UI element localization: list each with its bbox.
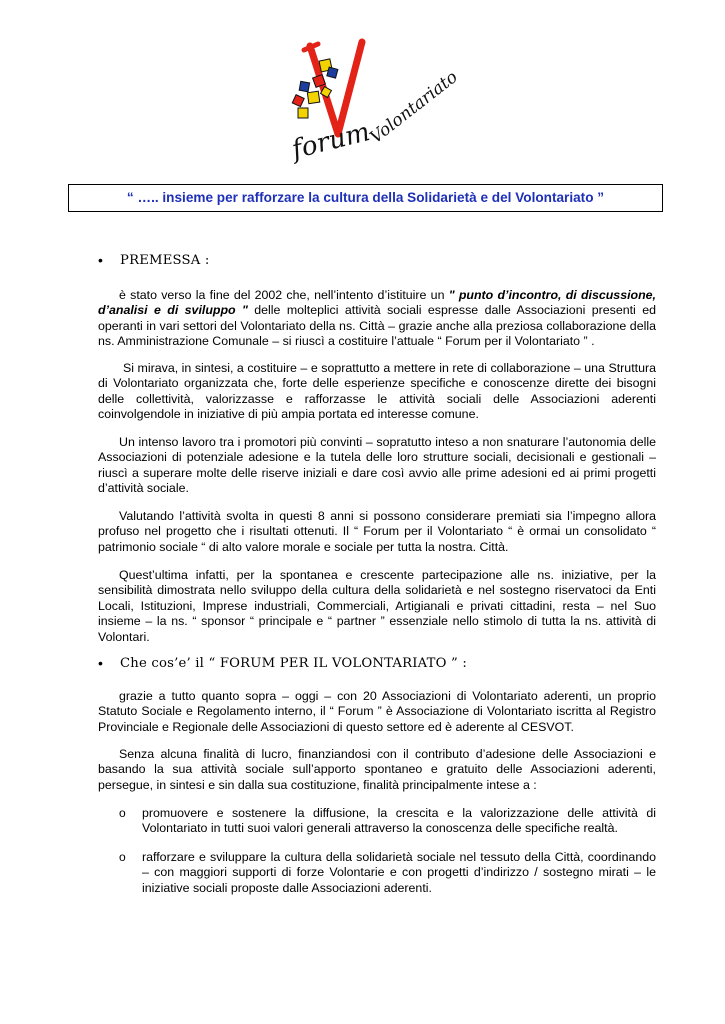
forum-volontariato-logo <box>280 38 462 166</box>
emphasis-text: " punto d’incontro, di discussione, d’analisi e di sviluppo " <box>98 288 656 318</box>
list-item-text: promuovere e sostenere la diffusione, la crescita e la valorizzazione delle attività di Volontariato in tutti suoi valori generali attraverso la conoscenza delle specifiche realtà. <box>142 806 656 836</box>
paragraph-6 <box>98 689 656 735</box>
paragraph-text: Senza alcuna finalità di lucro, finanziandosi con il contributo d’adesione delle Associazioni e basando la sua attività sociale sull’apporto spontaneo e gratuito delle Associazioni aderenti, persegue, in sintesi e sin dalla sua costituzione, finalità principalmente intese a : <box>98 747 656 792</box>
paragraph-4 <box>98 509 656 555</box>
paragraph-3 <box>98 435 656 497</box>
circle-bullet-icon: o <box>119 806 126 820</box>
paragraph-7 <box>98 747 656 793</box>
paragraph-text: Si mirava, in sintesi, a costituire – e soprattutto a mettere in rete di collaborazione – una Struttura di Volontariato organizzata che, forte delle esperienze specifiche e conoscenze dirette dei bisogni delle collettività, valorizzasse e rafforzasse le attività sociali delle Associazioni aderenti coinvolgendole in iniziative di più ampia portata ed interesse comune. <box>98 361 656 422</box>
paragraph-text: Un intenso lavoro tra i promotori più convinti – sopratutto inteso a non snaturare l’autonomia delle Associazioni di potenziale adesione e la tutela delle loro strutture sociali, decisionali e gestionali – riuscì a superare molte delle riserve iniziali e dare così avvio alle prime adesioni ed ai primi progetti d’attività sociale. <box>98 435 656 496</box>
bullet-dot: • <box>98 252 104 268</box>
paragraph-2 <box>98 361 656 423</box>
svg-text:Volontariato: Volontariato <box>366 67 462 148</box>
circle-bullet-icon: o <box>119 850 126 864</box>
paragraph-text: Quest’ultima infatti, per la spontanea e crescente partecipazione alle ns. iniziative, per la sensibilità dimostrata nello sviluppo della cultura della solidarietà e nel sostegno riservatoci da Enti Locali, Istituzioni, Imprese industriali, Commerciali, Artigianali e privati cittadini, resta – nel Suo insieme – la ns. “ sponsor “ principale e “ partner ” essenziale nello stimolo di tutta la ns. attività di Volontari. <box>98 568 656 644</box>
list-item <box>98 850 656 896</box>
paragraph-text: Valutando l’attività svolta in questi 8 anni si possono considerare premiati sia l’impegno allora profuso nel progetto che i risultati ottenuti. Il “ Forum per il Volontariato “ è ormai un consolidato “ patrimonio sociale “ di alto valore morale e sociale per tutta la nostra. Città. <box>98 509 656 554</box>
list-item-text: rafforzare e sviluppare la cultura della solidarietà sociale nel tessuto della Città, coordinando – con maggiori supporti di forze Volontarie e con progetti d’indirizzo / sostegno mirati – le iniziative sociali proposte dalle Associazioni aderenti. <box>142 850 656 895</box>
bullet-dot: • <box>98 655 104 671</box>
paragraph-text: delle molteplici attività sociali espresse dalle Associazioni presenti ed operanti in vari settori del Volontariato della ns. Città – grazie anche alla preziosa collaborazione della ns. Amministrazione Comunale – si riuscì a costituire l’attuale “ Forum per il Volontariato ” . <box>98 303 656 349</box>
section-title: Che cos’e’ il “ FORUM PER IL VOLONTARIATO ” : <box>120 656 468 671</box>
paragraph-text: grazie a tutto quanto sopra – oggi – con 20 Associazioni di Volontariato aderenti, un proprio Statuto Sociale e Regolamento interno, il “ Forum ” è Associazione di Volontariato iscritta al Registro Provinciale e Regionale delle Associazioni di questo settore ed è aderente al CESVOT. <box>98 689 656 734</box>
section-title: PREMESSA : <box>120 253 210 268</box>
logo-wordmark <box>288 67 462 166</box>
paragraph-5 <box>98 568 656 645</box>
list-item <box>98 806 656 837</box>
slogan-banner: “ ….. insieme per rafforzare la cultura della Solidarietà e del Volontariato ” <box>68 184 663 212</box>
svg-text:forum: forum <box>288 117 373 166</box>
paragraph-text: è stato verso la fine del 2002 che, nell’intento d’istituire un <box>119 288 449 302</box>
paragraph-1 <box>98 288 656 350</box>
